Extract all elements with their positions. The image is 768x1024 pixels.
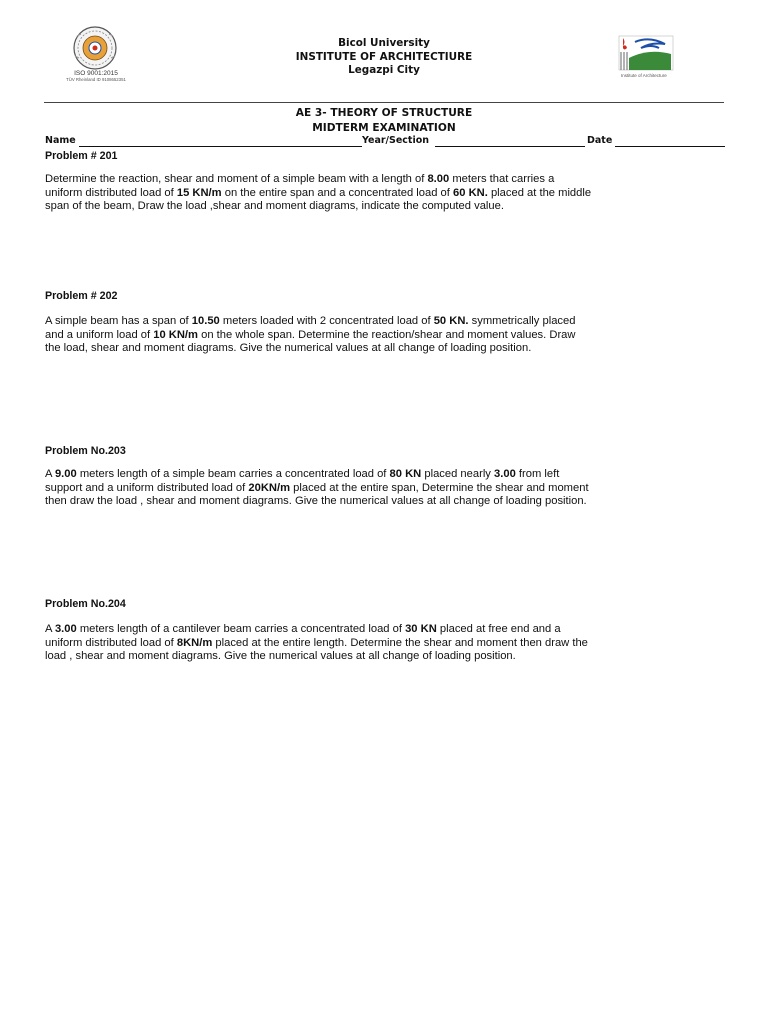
- exam-title-block: [234, 106, 534, 136]
- header-block: [234, 37, 534, 78]
- text-run: A simple beam has a span of: [45, 315, 192, 327]
- text-run: placed at the middle: [487, 186, 592, 199]
- bold-value: 3.00: [54, 623, 77, 635]
- bold-value: 3.00: [494, 468, 516, 480]
- student-info-line: [45, 135, 725, 149]
- text-run: A: [45, 623, 55, 635]
- text-run: placed nearly: [421, 468, 495, 480]
- text-run: uniform distributed load of: [45, 636, 177, 649]
- text-run: uniform distributed load of: [45, 186, 177, 199]
- name-label: Name: [45, 135, 76, 146]
- text-run: and a uniform load of: [45, 328, 154, 341]
- text-run: A: [45, 468, 55, 480]
- problem-text-line: [45, 315, 735, 329]
- problem-text-line: [45, 342, 735, 356]
- bold-value: 50 KN.: [433, 315, 469, 327]
- text-run: on the whole span. Determine the reaction/shear and moment values. Draw: [198, 328, 576, 341]
- problem-202-body: [45, 315, 735, 356]
- problem-203-body: [45, 468, 735, 509]
- text-run: meters that carries a: [449, 173, 555, 185]
- bold-value: 60 KN.: [453, 186, 488, 199]
- architecture-logo-icon: [615, 34, 675, 74]
- problem-text-line: [45, 173, 735, 187]
- text-run: placed at the entire length. Determine the shear and moment then draw the: [212, 636, 588, 649]
- text-run: the load, shear and moment diagrams. Give the numerical values at all change of loading position.: [45, 342, 532, 355]
- bold-value: 9.00: [54, 468, 77, 480]
- text-run: meters length of a cantilever beam carries a concentrated load of: [76, 623, 406, 635]
- iso-cert-id: TÜV Rheinland ID 9108652351: [66, 77, 126, 82]
- problem-204-body: [45, 623, 735, 664]
- text-run: meters length of a simple beam carries a concentrated load of: [76, 468, 390, 480]
- text-run: support and a uniform distributed load of: [45, 481, 249, 494]
- problem-203-title: Problem No.203: [45, 445, 126, 457]
- university-name: Bicol University: [338, 37, 430, 49]
- bold-value: 10 KN/m: [153, 328, 198, 341]
- problem-text-line: [45, 200, 735, 214]
- problem-text-line: [45, 482, 735, 496]
- year-section-label: Year/Section: [362, 135, 430, 146]
- bold-value: 15 KN/m: [176, 186, 222, 199]
- university-seal-logo: [56, 26, 136, 100]
- problem-text-line: [45, 187, 735, 201]
- text-run: load , shear and moment diagrams. Give the numerical values at all change of loading position.: [45, 650, 516, 663]
- problem-text-line: [45, 650, 735, 664]
- seal-icon: [65, 26, 125, 72]
- bold-value: 8.00: [427, 173, 450, 185]
- date-field[interactable]: [615, 146, 725, 147]
- problem-202-title: Problem # 202: [45, 290, 118, 302]
- problem-text-line: [45, 623, 735, 637]
- bold-value: 10.50: [191, 315, 220, 327]
- date-label: Date: [587, 135, 613, 146]
- problem-text-line: [45, 329, 735, 343]
- text-run: placed at free end and a: [436, 623, 561, 635]
- bold-value: 20KN/m: [248, 481, 291, 494]
- iso-cert-label: ISO 9001:2015: [74, 70, 118, 77]
- course-title: AE 3- THEORY OF STRUCTURE: [295, 107, 473, 119]
- text-run: meters loaded with 2 concentrated load of: [219, 315, 434, 327]
- bold-value: 30 KN: [405, 623, 437, 635]
- name-field[interactable]: [79, 146, 362, 147]
- problem-201-body: [45, 173, 735, 214]
- institute-logo: [615, 34, 675, 80]
- text-run: then draw the load , shear and moment diagrams. Give the numerical values at all change of loading position.: [45, 495, 587, 508]
- text-run: on the entire span and a concentrated load of: [221, 186, 454, 199]
- text-run: from left: [515, 468, 560, 480]
- text-run: Determine the reaction, shear and moment of a simple beam with a length of: [45, 173, 428, 185]
- bold-value: 8KN/m: [176, 636, 213, 649]
- problem-201-title: Problem # 201: [45, 150, 118, 162]
- header-divider: [44, 102, 724, 103]
- institute-logo-caption: Institute of Architecture: [621, 73, 667, 78]
- bold-value: 80 KN: [389, 468, 422, 480]
- problem-text-line: [45, 468, 735, 482]
- problem-text-line: [45, 637, 735, 651]
- year-section-field[interactable]: [435, 146, 585, 147]
- problem-text-line: [45, 495, 735, 509]
- text-run: placed at the entire span, Determine the shear and moment: [290, 481, 589, 494]
- city-name: Legazpi City: [348, 64, 420, 76]
- problem-204-title: Problem No.204: [45, 598, 126, 610]
- exam-type: MIDTERM EXAMINATION: [312, 122, 456, 134]
- text-run: symmetrically placed: [468, 315, 576, 327]
- text-run: span of the beam, Draw the load ,shear and moment diagrams, indicate the computed value.: [45, 200, 504, 213]
- institute-name: INSTITUTE OF ARCHITECTIURE: [295, 50, 473, 63]
